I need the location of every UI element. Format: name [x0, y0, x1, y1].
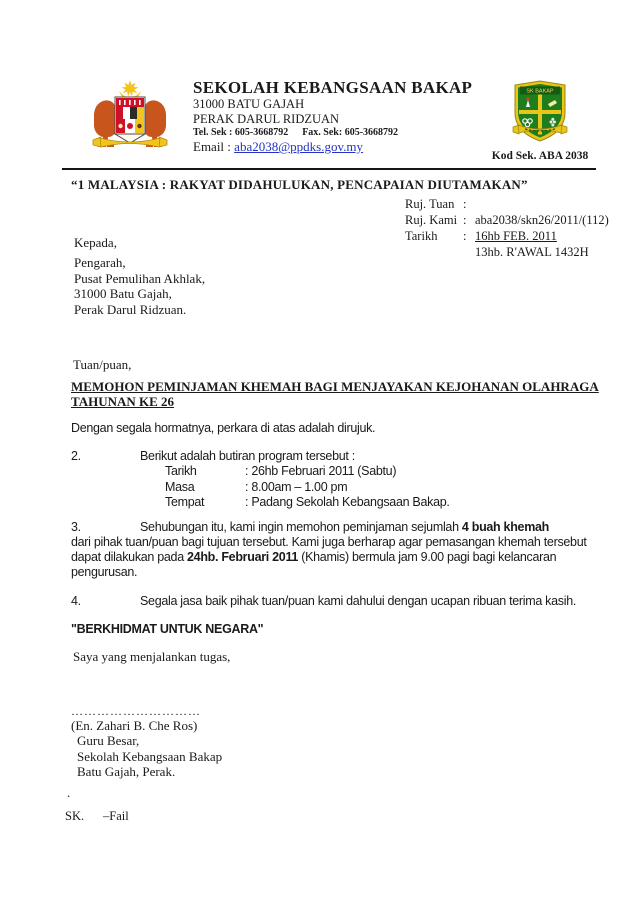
- school-code: Kod Sek. ABA 2038: [491, 150, 589, 162]
- stray-dot: .: [67, 784, 71, 800]
- school-tel-fax: [193, 126, 484, 139]
- cc-value: –Fail: [103, 808, 129, 823]
- school-address-line2: PERAK DARUL RIDZUAN: [193, 111, 340, 126]
- signatory-org: Sekolah Kebangsaan Bakap: [77, 748, 223, 764]
- tarikh-label: Tarikh: [405, 229, 438, 243]
- para4-number: 4.: [71, 593, 81, 608]
- pre-signature: Saya yang menjalankan tugas,: [73, 648, 231, 664]
- signatory-place: Batu Gajah, Perak.: [77, 764, 176, 779]
- letterhead-text: [193, 78, 484, 155]
- email-link[interactable]: aba2038@ppdks.gov.my: [234, 139, 364, 154]
- subject-line1: MEMOHON PEMINJAMAN KHEMAH BAGI MENJAYAKAN KEJOHANAN OLAHRAGA: [71, 379, 599, 394]
- para3-number: 3.: [71, 519, 81, 534]
- ref-tarikh: Tarikh : 16hb FEB. 2011: [405, 229, 557, 243]
- school-fax: Fax. Sek: 605-3668792: [302, 127, 399, 138]
- school-crest-block: [484, 80, 596, 162]
- svg-text:SK BAKAP: SK BAKAP: [526, 88, 554, 95]
- recipient-line: Pusat Pemulihan Akhlak,: [74, 270, 206, 286]
- detail-tarikh: Tarikh : 26hb Februari 2011 (Sabtu): [165, 464, 397, 478]
- letterhead: [71, 78, 596, 162]
- recipient-line: Perak Darul Ridzuan.: [74, 301, 187, 317]
- reference-section: [71, 193, 609, 321]
- signatory-name: (En. Zahari B. Che Ros): [71, 717, 198, 733]
- subject-heading: [71, 379, 599, 409]
- para2-text: Berikut adalah butiran program tersebut :: [140, 449, 355, 463]
- tarikh-hijri: 13hb. R'AWAL 1432H: [475, 245, 589, 259]
- signatory-title: Guru Besar,: [77, 733, 140, 748]
- slogan: “1 MALAYSIA : RAKYAT DIDAHULUKAN, PENCAPAIAN DIUTAMAKAN”: [71, 177, 528, 192]
- ref-ruj-kami: Ruj. Kami : aba2038/skn26/2011/(112): [405, 213, 609, 227]
- detail-tempat: Tempat : Padang Sekolah Kebangsaan Bakap.: [165, 495, 450, 509]
- salutation: Tuan/puan,: [73, 357, 132, 372]
- kepada-label: Kepada,: [74, 235, 117, 250]
- reference-block: [405, 196, 609, 260]
- service-motto: "BERKHIDMAT UNTUK NEGARA": [71, 621, 264, 636]
- ruj-kami-value: aba2038/skn26/2011/(112): [475, 213, 609, 227]
- ruj-tuan-label: Ruj. Tuan: [405, 197, 455, 211]
- recipient-line: 31000 Batu Gajah,: [74, 286, 172, 301]
- ruj-kami-label: Ruj. Kami: [405, 213, 458, 227]
- malaysia-coat-of-arms-icon: [88, 78, 172, 156]
- recipient-address: [74, 255, 205, 317]
- tarikh-value: 16hb FEB. 2011: [475, 229, 557, 243]
- email-label: Email :: [193, 139, 231, 154]
- para2-number: 2.: [71, 449, 81, 463]
- subject-line2: TAHUNAN KE 26: [71, 394, 175, 409]
- school-tel: Tel. Sek : 605-3668792: [193, 127, 289, 138]
- bold-install-date: 24hb. Februari 2011: [187, 549, 299, 564]
- school-name: SEKOLAH KEBANGSAAN BAKAP: [193, 78, 473, 97]
- school-address-line1: 31000 BATU GAJAH: [193, 97, 305, 111]
- intro-paragraph: Dengan segala hormatnya, perkara di atas adalah dirujuk.: [71, 421, 376, 435]
- para4-text: Segala jasa baik pihak tuan/puan kami dahului dengan ucapan ribuan terima kasih.: [140, 593, 577, 608]
- paragraph-3: 3. Sehubungan itu, kami ingin memohon peminjaman sejumlah 4 buah khemah dari pihak tuan/puan bagi tujuan tersebut. Kami juga berharap agar pemasangan khemah tersebut dapat dilakukan pada 24hb. Februari 2011 (Khamis) bermula jam 9.00 pagi bagi kelancaran pengurusan.: [71, 519, 587, 579]
- paragraph-2: [71, 449, 596, 511]
- school-email-line: [193, 139, 484, 155]
- bold-khemah-count: 4 buah khemah: [461, 519, 550, 534]
- cc-line: [65, 809, 596, 824]
- paragraph-4: [71, 594, 596, 609]
- recipient-line: Pengarah,: [74, 255, 126, 270]
- header-divider: [62, 168, 596, 170]
- cc-label: SK.: [65, 808, 85, 823]
- ref-ruj-tuan: Ruj. Tuan :: [405, 197, 467, 211]
- detail-masa: Masa : 8.00am – 1.00 pm: [165, 479, 348, 494]
- signature-dotted-line: …………………………: [71, 703, 201, 718]
- school-crest-icon: [512, 80, 568, 144]
